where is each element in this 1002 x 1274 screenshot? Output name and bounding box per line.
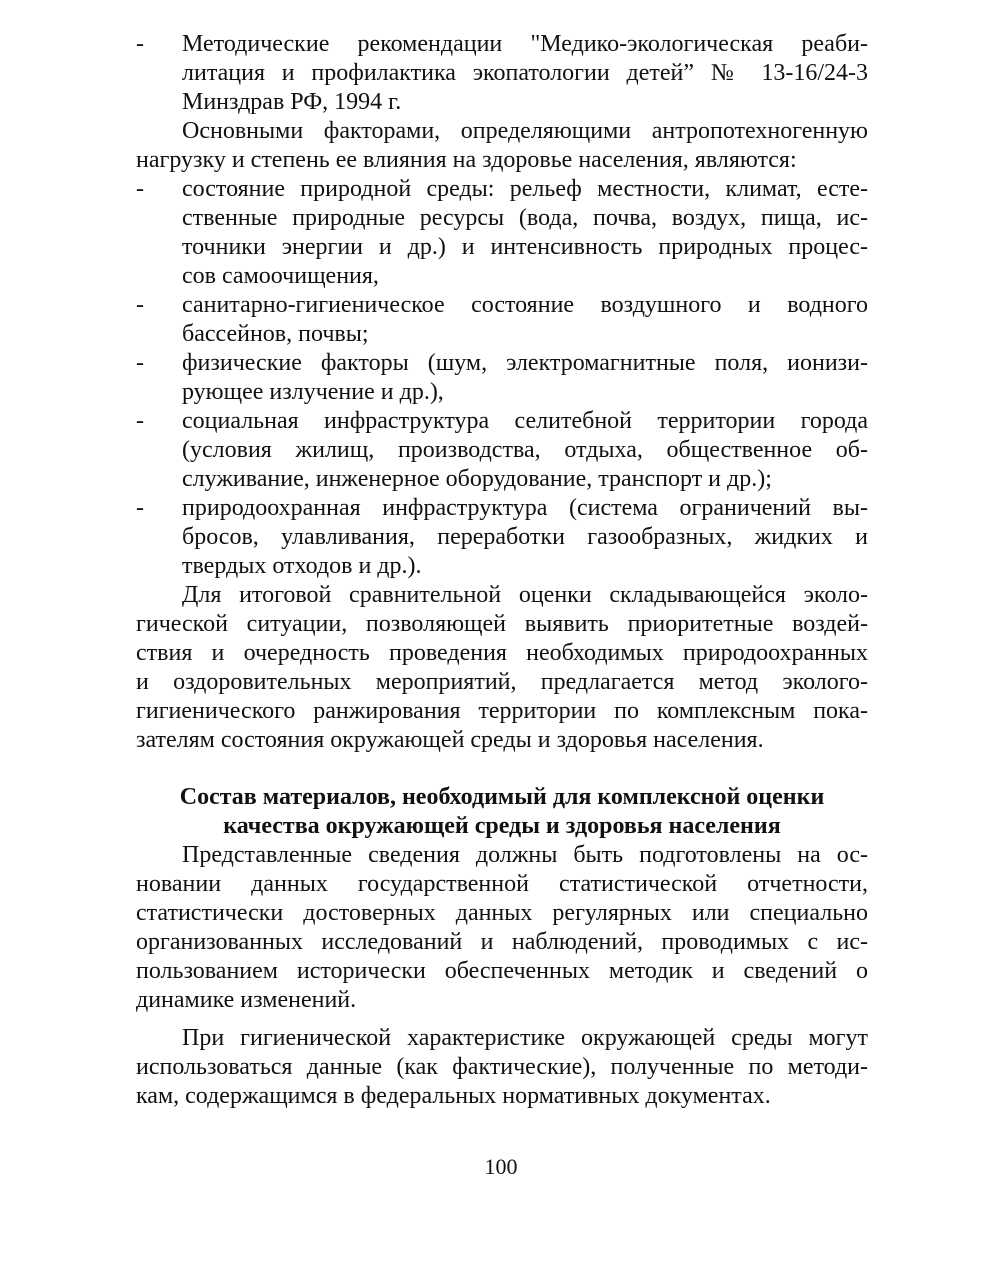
text-line: статистически достоверных данных регулярных или специально <box>136 900 868 926</box>
text-line: Основными факторами, определяющими антропотехногенную <box>182 118 868 144</box>
heading-line: качества окружающей среды и здоровья населения <box>223 813 781 839</box>
list-item-natural-environment <box>136 175 868 291</box>
page-number: 100 <box>484 1154 518 1179</box>
text-line: Представленные сведения должны быть подготовлены на ос- <box>182 842 868 868</box>
text-line: использоваться данные (как фактические), полученные по методи- <box>136 1054 868 1080</box>
heading-line: Состав материалов, необходимый для комплексной оценки <box>179 784 825 810</box>
text-line: динамике изменений. <box>136 987 357 1013</box>
text-line: рующее излучение и др.), <box>182 379 444 405</box>
section-heading <box>136 783 868 841</box>
list-item-environmental-infrastructure <box>136 494 868 581</box>
text-line: бросов, улавливания, переработки газообразных, жидких и <box>182 524 868 550</box>
text-line: твердых отходов и др.). <box>182 553 422 579</box>
text-line: бассейнов, почвы; <box>182 321 369 347</box>
text-line: ствия и очередность проведения необходимых природоохранных <box>136 640 868 666</box>
text-line: новании данных государственной статистической отчетности, <box>136 871 868 897</box>
text-line: гической ситуации, позволяющей выявить приоритетные воздей- <box>136 611 868 637</box>
text-line: ственные природные ресурсы (вода, почва, воздух, пища, ис- <box>182 205 868 231</box>
list-item-social-infrastructure <box>136 407 868 494</box>
text-line: кам, содержащимся в федеральных нормативных документах. <box>136 1083 771 1109</box>
list-dash: - <box>136 292 144 318</box>
text-line: При гигиенической характеристике окружающей среды могут <box>182 1025 868 1051</box>
text-line: Методические рекомендации "Медико-экологическая реаби- <box>182 31 868 57</box>
list-item-physical-factors <box>136 349 868 407</box>
list-dash: - <box>136 350 144 376</box>
paragraph-factors-intro <box>136 117 868 175</box>
text-line: состояние природной среды: рельеф местности, климат, есте- <box>182 176 868 202</box>
text-line: (условия жилищ, производства, отдыха, общественное об- <box>182 437 868 463</box>
text-line: организованных исследований и наблюдений, проводимых с ис- <box>136 929 868 955</box>
paragraph-hygienic-characteristics <box>136 1024 868 1111</box>
text-line: служивание, инженерное оборудование, транспорт и др.); <box>182 466 772 492</box>
paragraph-data-sources <box>136 841 868 1015</box>
text-line: природоохранная инфраструктура (система ограничений вы- <box>182 495 868 521</box>
text-line: Минздрав РФ, 1994 г. <box>182 89 402 115</box>
text-line: социальная инфраструктура селитебной территории города <box>182 408 868 434</box>
text-line: зателям состояния окружающей среды и здоровья населения. <box>136 727 764 753</box>
text-line: гигиенического ранжирования территории по комплексным пока- <box>136 698 868 724</box>
text-line: нагрузку и степень ее влияния на здоровье населения, являются: <box>136 147 797 173</box>
text-line: и оздоровительных мероприятий, предлагается метод эколого- <box>136 669 868 695</box>
text-line: санитарно-гигиеническое состояние воздушного и водного <box>182 292 868 318</box>
paragraph-ranking-method <box>136 581 868 755</box>
paragraph-gap <box>136 1015 868 1024</box>
text-line: литация и профилактика экопатологии детей” № 13-16/24-3 <box>182 60 868 86</box>
list-dash: - <box>136 408 144 434</box>
text-line: точники энергии и др.) и интенсивность природных процес- <box>182 234 868 260</box>
list-item-sanitary-state <box>136 291 868 349</box>
list-dash: - <box>136 495 144 521</box>
list-dash: - <box>136 176 144 202</box>
list-dash: - <box>136 31 144 57</box>
document-page <box>136 30 868 1111</box>
text-line: Для итоговой сравнительной оценки складывающейся эколо- <box>182 582 868 608</box>
text-line: пользованием исторически обеспеченных методик и сведений о <box>136 958 868 984</box>
list-item-guidelines <box>136 30 868 117</box>
text-line: сов самоочищения, <box>182 263 379 289</box>
text-line: физические факторы (шум, электромагнитные поля, ионизи- <box>182 350 868 376</box>
